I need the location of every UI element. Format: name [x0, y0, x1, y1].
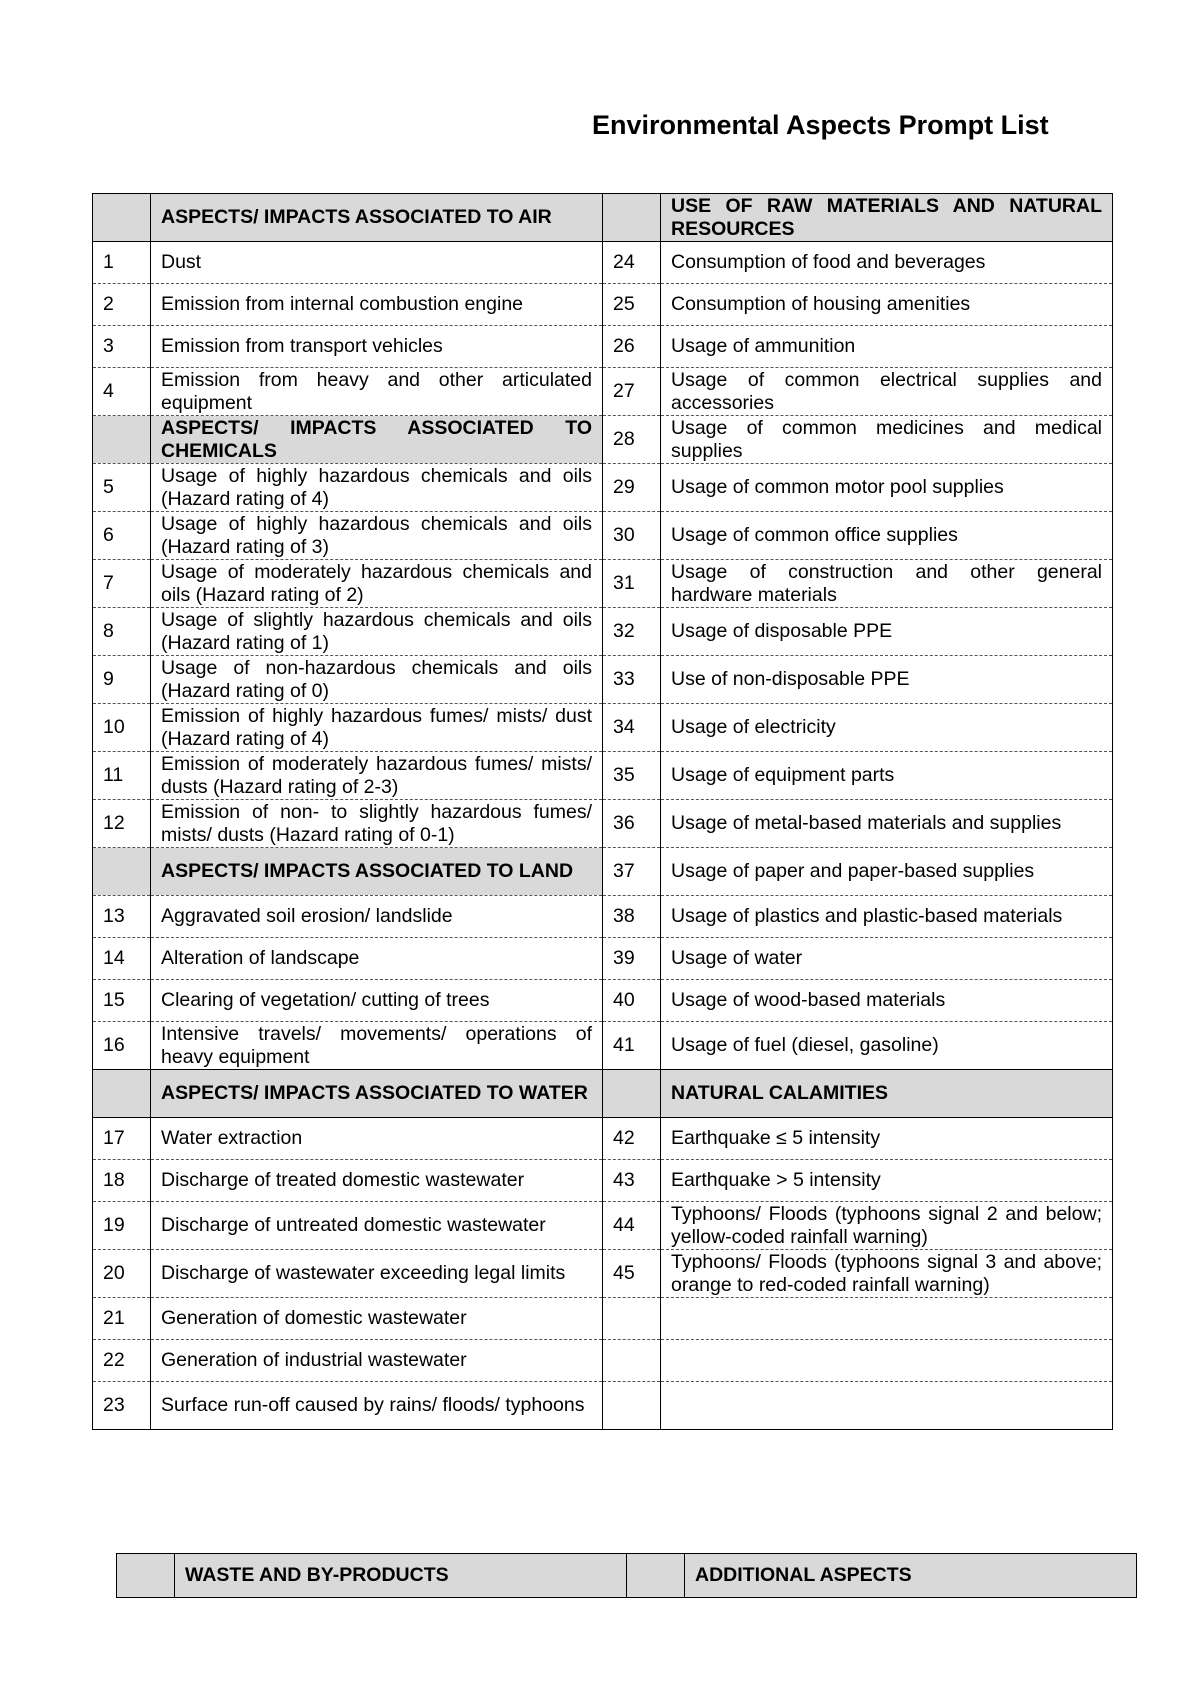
left-item-text: Emission of moderately hazardous fumes/ mists/ dusts (Hazard rating of 2-3) — [151, 752, 603, 800]
right-item-text: Typhoons/ Floods (typhoons signal 2 and below; yellow-coded rainfall warning) — [661, 1202, 1113, 1250]
right-item-number: 38 — [603, 896, 661, 938]
table-row — [93, 608, 1113, 656]
right-item-text: Usage of wood-based materials — [661, 980, 1113, 1022]
left-item-text: Usage of non-hazardous chemicals and oils (Hazard rating of 0) — [151, 656, 603, 704]
left-item-text: Dust — [151, 242, 603, 284]
table-row — [93, 1202, 1113, 1250]
right-item-number: 40 — [603, 980, 661, 1022]
left-item-number: 7 — [93, 560, 151, 608]
left-item-number: 11 — [93, 752, 151, 800]
left-item-text: Emission from internal combustion engine — [151, 284, 603, 326]
left-item-number: 19 — [93, 1202, 151, 1250]
right-item-number — [603, 1298, 661, 1340]
left-item-number: 15 — [93, 980, 151, 1022]
left-item-text: Emission of highly hazardous fumes/ mists/ dust (Hazard rating of 4) — [151, 704, 603, 752]
right-item-number: 41 — [603, 1022, 661, 1070]
table-row — [93, 464, 1113, 512]
left-item-number — [93, 1070, 151, 1118]
left-item-number: 10 — [93, 704, 151, 752]
right-item-text: Usage of construction and other general hardware materials — [661, 560, 1113, 608]
left-item-text: Water extraction — [151, 1118, 603, 1160]
right-item-text: Usage of common medicines and medical supplies — [661, 416, 1113, 464]
right-item-number: 29 — [603, 464, 661, 512]
right-item-text: Usage of fuel (diesel, gasoline) — [661, 1022, 1113, 1070]
right-item-number: 27 — [603, 368, 661, 416]
table-row — [93, 656, 1113, 704]
left-item-text: Alteration of landscape — [151, 938, 603, 980]
right-item-number: 31 — [603, 560, 661, 608]
right-item-text: Consumption of housing amenities — [661, 284, 1113, 326]
table-row — [93, 326, 1113, 368]
left-item-number: 21 — [93, 1298, 151, 1340]
right-item-text: Earthquake > 5 intensity — [661, 1160, 1113, 1202]
left-item-text: Usage of slightly hazardous chemicals and oils (Hazard rating of 1) — [151, 608, 603, 656]
left-section-heading: ASPECTS/ IMPACTS ASSOCIATED TO CHEMICALS — [151, 416, 603, 464]
left-item-text: Emission of non- to slightly hazardous fumes/ mists/ dusts (Hazard rating of 0-1) — [151, 800, 603, 848]
right-item-text: Usage of disposable PPE — [661, 608, 1113, 656]
table-row — [93, 284, 1113, 326]
right-item-text: Consumption of food and beverages — [661, 242, 1113, 284]
left-item-text: Generation of industrial wastewater — [151, 1340, 603, 1382]
left-item-number: 17 — [93, 1118, 151, 1160]
right-item-number: 26 — [603, 326, 661, 368]
table-row — [93, 1250, 1113, 1298]
table-row — [93, 848, 1113, 896]
left-item-number: 5 — [93, 464, 151, 512]
right-item-number: 37 — [603, 848, 661, 896]
left-item-text: Usage of highly hazardous chemicals and oils (Hazard rating of 3) — [151, 512, 603, 560]
right-section-heading: NATURAL CALAMITIES — [661, 1070, 1113, 1118]
table-row — [93, 560, 1113, 608]
left-item-text: Generation of domestic wastewater — [151, 1298, 603, 1340]
left-item-text: Intensive travels/ movements/ operations of heavy equipment — [151, 1022, 603, 1070]
table-row — [93, 1022, 1113, 1070]
table-row — [93, 512, 1113, 560]
right-item-text: Earthquake ≤ 5 intensity — [661, 1118, 1113, 1160]
table-row — [93, 800, 1113, 848]
right-item-text: Use of non-disposable PPE — [661, 656, 1113, 704]
left-item-text: Aggravated soil erosion/ landslide — [151, 896, 603, 938]
left-section-heading: WASTE AND BY-PRODUCTS — [175, 1554, 627, 1598]
left-item-text: Discharge of treated domestic wastewater — [151, 1160, 603, 1202]
table-row — [93, 368, 1113, 416]
right-item-text: Typhoons/ Floods (typhoons signal 3 and above; orange to red-coded rainfall warning) — [661, 1250, 1113, 1298]
left-item-number — [117, 1554, 175, 1598]
left-item-text: Usage of highly hazardous chemicals and oils (Hazard rating of 4) — [151, 464, 603, 512]
left-item-number: 2 — [93, 284, 151, 326]
right-item-number — [603, 194, 661, 242]
right-item-number: 42 — [603, 1118, 661, 1160]
left-item-number: 6 — [93, 512, 151, 560]
document-title: Environmental Aspects Prompt List — [592, 110, 1049, 140]
left-section-heading: ASPECTS/ IMPACTS ASSOCIATED TO LAND — [151, 848, 603, 896]
aspects-table — [92, 193, 1113, 1430]
left-section-heading: ASPECTS/ IMPACTS ASSOCIATED TO WATER — [151, 1070, 603, 1118]
left-item-number: 14 — [93, 938, 151, 980]
left-item-number: 18 — [93, 1160, 151, 1202]
right-section-heading: ADDITIONAL ASPECTS — [685, 1554, 1137, 1598]
left-item-number: 4 — [93, 368, 151, 416]
right-item-text: Usage of ammunition — [661, 326, 1113, 368]
right-item-text: Usage of metal-based materials and supplies — [661, 800, 1113, 848]
table-row — [93, 1160, 1113, 1202]
right-item-text: Usage of electricity — [661, 704, 1113, 752]
table-row — [93, 938, 1113, 980]
table-row — [93, 896, 1113, 938]
left-item-text: Discharge of untreated domestic wastewater — [151, 1202, 603, 1250]
table-row — [93, 1298, 1113, 1340]
right-item-number — [603, 1340, 661, 1382]
left-item-text: Emission from transport vehicles — [151, 326, 603, 368]
section-header-row — [93, 194, 1113, 242]
right-item-text: Usage of water — [661, 938, 1113, 980]
table-row — [93, 752, 1113, 800]
right-item-number — [627, 1554, 685, 1598]
right-item-number: 28 — [603, 416, 661, 464]
left-item-number: 12 — [93, 800, 151, 848]
left-item-number: 16 — [93, 1022, 151, 1070]
table-row — [93, 1118, 1113, 1160]
right-item-number: 43 — [603, 1160, 661, 1202]
table-row — [93, 980, 1113, 1022]
left-item-number — [93, 194, 151, 242]
right-item-number: 30 — [603, 512, 661, 560]
left-item-number: 22 — [93, 1340, 151, 1382]
left-item-text: Discharge of wastewater exceeding legal limits — [151, 1250, 603, 1298]
right-item-number: 24 — [603, 242, 661, 284]
right-item-text: Usage of plastics and plastic-based materials — [661, 896, 1113, 938]
right-item-number: 33 — [603, 656, 661, 704]
table-row — [93, 704, 1113, 752]
right-item-number: 36 — [603, 800, 661, 848]
right-item-number: 35 — [603, 752, 661, 800]
left-item-number — [93, 848, 151, 896]
right-item-number: 39 — [603, 938, 661, 980]
left-item-number — [93, 416, 151, 464]
right-item-text: Usage of common electrical supplies and accessories — [661, 368, 1113, 416]
table-row — [93, 1382, 1113, 1430]
right-item-text — [661, 1340, 1113, 1382]
right-section-heading: USE OF RAW MATERIALS AND NATURAL RESOURCES — [661, 194, 1113, 242]
table-row — [93, 242, 1113, 284]
left-item-number: 13 — [93, 896, 151, 938]
left-item-text: Surface run-off caused by rains/ floods/ typhoons — [151, 1382, 603, 1430]
left-section-heading: ASPECTS/ IMPACTS ASSOCIATED TO AIR — [151, 194, 603, 242]
table-row — [93, 1340, 1113, 1382]
right-item-text — [661, 1382, 1113, 1430]
right-item-number: 25 — [603, 284, 661, 326]
right-item-text: Usage of equipment parts — [661, 752, 1113, 800]
section-header-row — [93, 1070, 1113, 1118]
right-item-number: 34 — [603, 704, 661, 752]
left-item-text: Usage of moderately hazardous chemicals and oils (Hazard rating of 2) — [151, 560, 603, 608]
additional-aspects-table — [116, 1553, 1137, 1598]
right-item-number: 32 — [603, 608, 661, 656]
left-item-text: Emission from heavy and other articulated equipment — [151, 368, 603, 416]
left-item-number: 1 — [93, 242, 151, 284]
right-item-text — [661, 1298, 1113, 1340]
left-item-number: 8 — [93, 608, 151, 656]
section-header-row — [117, 1554, 1137, 1598]
right-item-text: Usage of common office supplies — [661, 512, 1113, 560]
right-item-number: 45 — [603, 1250, 661, 1298]
table-row — [93, 416, 1113, 464]
right-item-number — [603, 1070, 661, 1118]
right-item-text: Usage of paper and paper-based supplies — [661, 848, 1113, 896]
left-item-number: 23 — [93, 1382, 151, 1430]
right-item-text: Usage of common motor pool supplies — [661, 464, 1113, 512]
left-item-text: Clearing of vegetation/ cutting of trees — [151, 980, 603, 1022]
right-item-number: 44 — [603, 1202, 661, 1250]
right-item-number — [603, 1382, 661, 1430]
left-item-number: 3 — [93, 326, 151, 368]
left-item-number: 9 — [93, 656, 151, 704]
left-item-number: 20 — [93, 1250, 151, 1298]
